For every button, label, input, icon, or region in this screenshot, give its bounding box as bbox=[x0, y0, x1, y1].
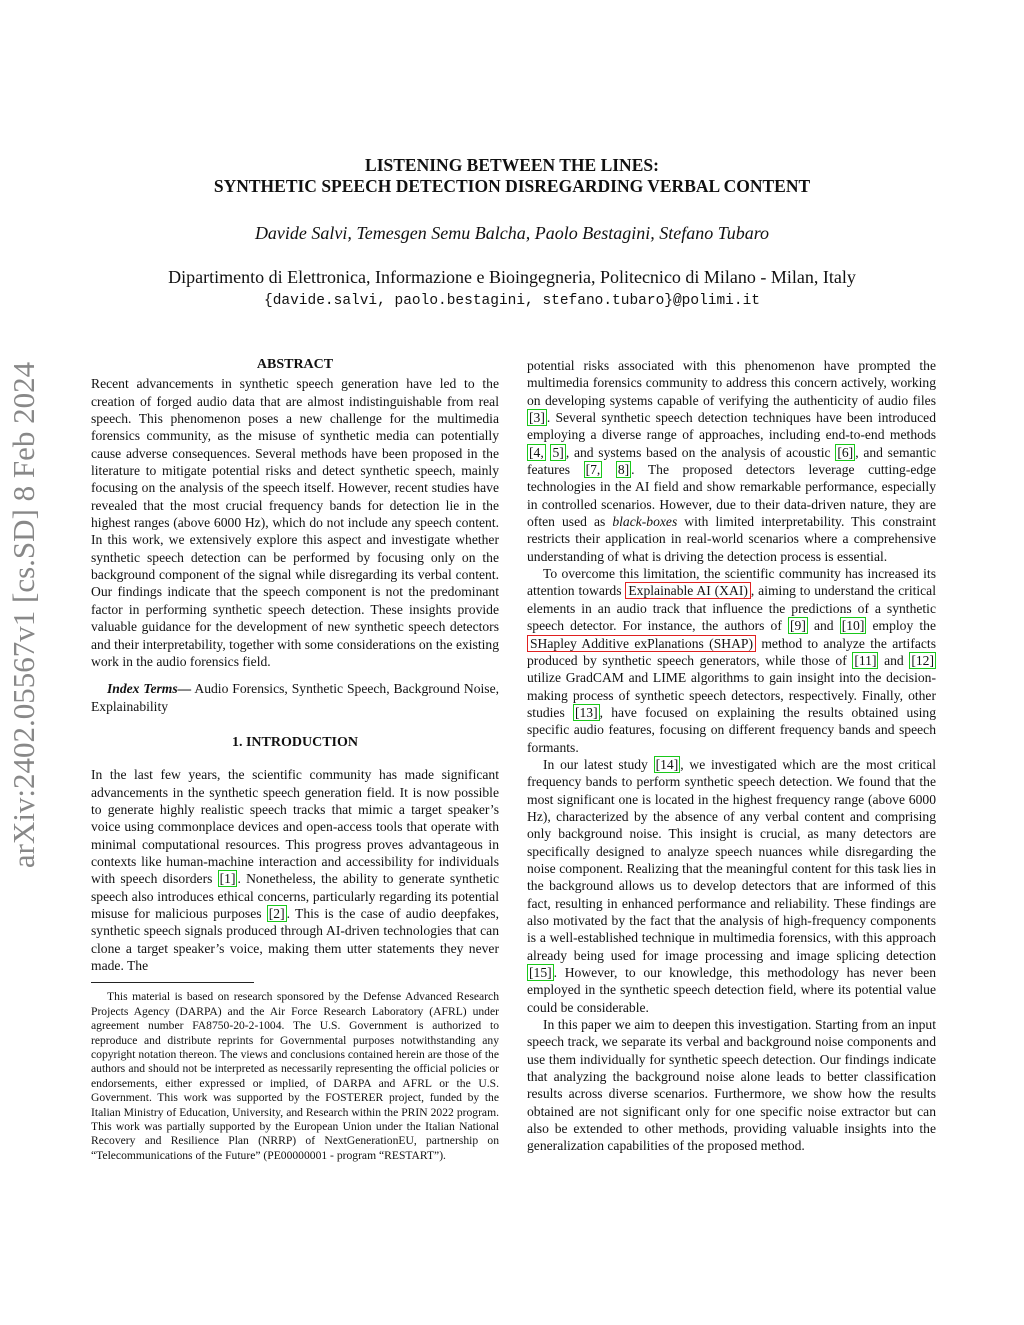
paragraph: To overcome this limitation, the scientific community has increased its attention towards Explainable AI (XAI) , aiming to understand the critical elements in an audio track that influence the predictions of a synthetic speech detector. For instance, the authors of [9] and [10] employ the SHapley Additive exPlanations (SHAP) method to analyze the artifacts produced by synthetic speech generators, while those of [11] and [12] utilize GradCAM and LIME algorithms to gain insight into the decision-making process of synthetic speech detectors, respectively. Finally, other studies [13] , have focused on explaining the results obtained using specific audio features, focusing on different frequency bands and speech formants. bbox=[527, 566, 936, 755]
affiliation: Dipartimento di Elettronica, Informazione e Bioingegneria, Politecnico di Milano - Milan, Italy bbox=[168, 267, 856, 287]
paper-title bbox=[0, 155, 1024, 197]
shap-acronym-link[interactable]: SHapley Additive exPlanations (SHAP) bbox=[527, 635, 756, 652]
index-terms-label: Index Terms— bbox=[107, 681, 192, 697]
citation-link[interactable]: 5] bbox=[552, 444, 564, 460]
title-line-2: SYNTHETIC SPEECH DETECTION DISREGARDING VERBAL CONTENT bbox=[213, 176, 811, 196]
citation-link[interactable]: [14] bbox=[655, 756, 679, 772]
citation-link[interactable]: [3] bbox=[529, 410, 545, 426]
index-terms bbox=[91, 680, 499, 715]
citation-link[interactable]: [4, bbox=[529, 444, 544, 460]
intro-paragraph bbox=[91, 766, 499, 974]
citation-link[interactable]: [12] bbox=[911, 652, 934, 668]
citation-link[interactable]: [2] bbox=[268, 905, 285, 921]
intro-text: . This is the case of audio deepfakes, synthetic speech signals produced through AI-driven technologies that can clone a target speaker’s voice, making them utter statements they never made. The bbox=[91, 905, 499, 973]
introduction-heading: 1. INTRODUCTION bbox=[231, 734, 358, 750]
citation-link[interactable]: [6] bbox=[837, 444, 854, 460]
left-column bbox=[91, 356, 499, 1163]
xai-acronym-link[interactable]: Explainable AI (XAI) bbox=[625, 582, 751, 599]
author-emails: {davide.salvi, paolo.bestagini, stefano.tubaro}@polimi.it bbox=[264, 293, 760, 309]
author-list: Davide Salvi, Temesgen Semu Balcha, Paolo Bestagini, Stefano Tubaro bbox=[254, 223, 770, 243]
right-column bbox=[527, 357, 936, 1155]
title-line-1: LISTENING BETWEEN THE LINES: bbox=[365, 155, 659, 175]
intro-text: In the last few years, the scientific community has made significant advancements in the synthetic speech generation field. It is now possible to generate highly realistic speech tracks that mimic a target speaker’s voice using commonplace devices and open-access tools that operate with minimal computational resources. This progress proves advantageous in contexts like human-machine interaction and accessibility for individuals with speech disorders bbox=[91, 767, 499, 887]
paragraph: potential risks associated with this phenomenon have prompted the multimedia forensics community to address this concern actively, working on developing systems capable of verifying the authenticity of audio files [3] . Several synthetic speech detection techniques have been introduced employing a diverse range of approaches, including end-to-end methods [4, 5] , and systems based on the analysis of acoustic [6] , and semantic features [7, 8] . The proposed detectors leverage cutting-edge technologies in the AI field and show remarkable performance, especially in controlled scenarios. However, due to their data-driven nature, they are often used as black-boxes with limited interpretability. This constraint restricts their application in real-world scenarios where a comprehensive understanding of what is driving the detection process is essential. bbox=[527, 358, 937, 564]
citation-link[interactable]: [9] bbox=[790, 618, 806, 634]
abstract-text: Recent advancements in synthetic speech generation have led to the creation of forged audio data that are almost indistinguishable from real speech. This phenomenon poses a new challenge for the multimedia forensics community, as the misuse of synthetic media can potentially cause adverse consequences. Several methods have been proposed in the literature to mitigate potential risks and detect synthetic speech, mainly focusing on the analysis of the speech itself. However, recent studies have revealed that the most crucial frequency bands for detection lie in the highest ranges (above 6000 Hz), which do not include any speech content. In this work, we extensively explore this aspect and investigate whether synthetic speech detection can be performed by focusing only on the background component of the signal while disregarding its verbal content. Our findings indicate that the speech component is not the predominant factor in performing synthetic speech detection. These insights provide valuable guidance for the development of new synthetic speech detectors and their interpretability, together with some considerations on the existing work in the audio forensics field. bbox=[91, 376, 499, 669]
citation-link[interactable]: [15] bbox=[529, 965, 552, 981]
citation-link[interactable]: [13] bbox=[574, 704, 598, 720]
citation-link[interactable]: [7, bbox=[585, 462, 601, 478]
abstract-heading: ABSTRACT bbox=[256, 357, 334, 372]
arxiv-watermark: arXiv:2402.05567v1 [cs.SD] 8 Feb 2024 bbox=[6, 361, 41, 869]
footnote-rule bbox=[91, 982, 254, 983]
paragraph: In this paper we aim to deepen this investigation. Starting from an input speech track, we separate its verbal and background noise components and use them individually for synthetic speech detection. Our findings indicate that analyzing the background noise alone leads to better classification results across diverse scenarios. Furthermore, we show how the results obtained are not significant only for one specific noise extractor but can also be extended to other methods, providing valuable insights into the generalization capabilities of the proposed method. bbox=[527, 1017, 936, 1154]
index-terms-text: Audio Forensics, Synthetic Speech, Background Noise, Explainability bbox=[91, 681, 499, 714]
citation-link[interactable]: [10] bbox=[841, 618, 865, 634]
citation-link[interactable]: 8] bbox=[617, 462, 630, 478]
paragraph: In our latest study [14] , we investigated which are the most critical frequency bands to perform synthetic speech detection. We found that the most significant one is located in the highest frequency range (above 6000 Hz), characterized by the absence of any verbal content and comprising only background noise. This insight is crucial, as many detectors are specifically designed to analyze speech nuances while disregarding the noise component. Realizing that the meaningful content for this task lies in the background allows us to develop detectors that are informed of this fact, resulting in enhanced performance and reliability. These findings are also motivated by the fact that the analysis of high-frequency components is a well-established technique in multimedia forensics, with this approach already being used for image processing and image splicing detection [15] . However, to our knowledge, this methodology has never been employed in the synthetic speech detection field, where its potential value could be considerable. bbox=[527, 756, 936, 1015]
intro-text: . Nonetheless, the ability to generate synthetic speech also introduces ethical concerns, particularly regarding its potential misuse for malicious purposes bbox=[91, 871, 500, 921]
citation-link[interactable]: [11] bbox=[854, 652, 877, 668]
citation-link[interactable]: [1] bbox=[219, 871, 236, 887]
footnote: This material is based on research sponsored by the Defense Advanced Research Projects Agency (DARPA) and the Air Force Research Laboratory (AFRL) under agreement number FA8750-20-2-1004. The U.S. Government is authorized to reproduce and distribute reprints for Governmental purposes notwithstanding any copyright notation thereon. The views and conclusions contained herein are those of the authors and should not be interpreted as necessarily representing the official policies or endorsements, either expressed or implied, of DARPA and AFRL or the U.S. Government. This work was supported by the FOSTERER project, funded by the Italian Ministry of Education, University, and Research within the PRIN 2022 program. This work was partially supported by the European Union under the Italian National Recovery and Resilience Plan (NRRP) of NextGenerationEU, partnership on “Telecommunications of the Future” (PE00000001 - program “RESTART”). bbox=[91, 990, 499, 1162]
